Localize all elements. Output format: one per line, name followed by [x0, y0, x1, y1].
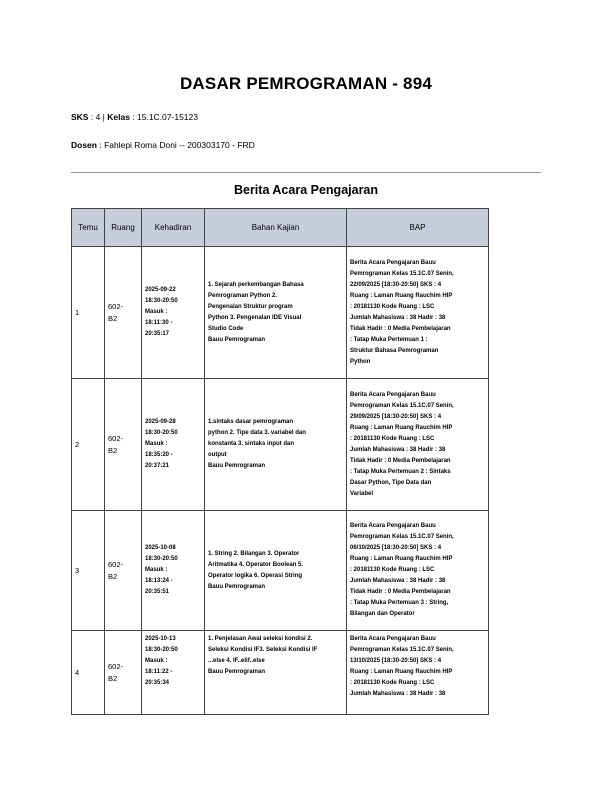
cell-bahan-kajian-line: 1. String 2. Bilangan 3. Operator — [208, 550, 300, 557]
cell-bap-line: Bilangan dan Operator — [350, 611, 415, 617]
kelas-value: : 15.1C.07-15123 — [129, 112, 198, 122]
cell-kehadiran-line: 2025-10-08 — [145, 545, 176, 551]
cell-bap-line: Berita Acara Pengajaran Bauu — [350, 636, 436, 642]
cell-bap-line: Tidak Hadir : 0 Media Pembelajaran — [350, 589, 451, 595]
cell-ruang-line: 602- — [108, 433, 124, 443]
cell-kehadiran — [142, 379, 205, 511]
cell-kehadiran-line: 20:37:21 — [145, 463, 170, 469]
cell-kehadiran — [142, 247, 205, 379]
header-kehadiran: Kehadiran — [142, 209, 205, 247]
cell-bap-line: Pemrograman Kelas 15.1C.07 Senin, — [350, 647, 454, 653]
cell-kehadiran-line: 18:30-20:50 — [145, 556, 178, 562]
cell-bap-line: Ruang : Laman Ruang Rauchim HIP — [350, 292, 453, 299]
cell-kehadiran-line: 2025-10-13 — [145, 636, 176, 642]
cell-ruang-line: B2 — [108, 673, 118, 683]
cell-bap-line: Jumlah Mahasiswa : 38 Hadir : 38 — [350, 691, 446, 697]
cell-bap-line: Variabel — [350, 490, 374, 497]
cell-bahan-kajian-line: 1.sintaks dasar pemrograman — [208, 419, 294, 425]
cell-bap-line: Pemrograman Kelas 15.1C.07 Senin, — [350, 534, 454, 540]
cell-bap-line: 22/09/2025 [18:30-20:50] SKS : 4 — [350, 281, 442, 288]
cell-ruang — [105, 379, 142, 511]
cell-temu: 1 — [72, 247, 105, 379]
cell-bap-line: : 20181130 Kode Ruang : LSC — [350, 567, 435, 573]
cell-ruang — [105, 511, 142, 631]
cell-bap-line: Python — [350, 358, 371, 365]
cell-ruang — [105, 247, 142, 379]
cell-kehadiran-line: 18:11:30 - — [145, 320, 173, 326]
header-bap: BAP — [347, 209, 489, 247]
cell-bahan-kajian-line: Aritmatika 4. Operator Boolean 5. — [208, 561, 304, 568]
table-row — [72, 511, 489, 631]
cell-bap-line: Tidak Hadir : 0 Media Pembelajaran — [350, 457, 451, 464]
cell-kehadiran-line: Masuk : — [145, 658, 168, 664]
cell-bahan-kajian-line: Bauu Pemrograman — [208, 336, 266, 343]
cell-ruang-line: 602- — [108, 559, 124, 569]
cell-ruang — [105, 631, 142, 715]
document-title: DASAR PEMROGRAMAN - 894 — [179, 74, 433, 93]
cell-bap-line: : 20181130 Kode Ruang : LSC — [350, 303, 435, 310]
cell-bahan-kajian — [205, 379, 347, 511]
cell-kehadiran-line: 18:30-20:50 — [145, 647, 178, 653]
cell-ruang-line: 602- — [108, 661, 124, 671]
header-bahan-kajian: Bahan Kajian — [205, 209, 347, 247]
table-body — [72, 247, 489, 715]
cell-bap-line: : Tatap Muka Pertemuan 3 : String, — [350, 600, 449, 606]
cell-bap-line: Struktur Bahasa Pemrograman — [350, 347, 439, 354]
cell-kehadiran-line: 20:35:51 — [145, 589, 170, 595]
cell-bap-line: Ruang : Laman Ruang Rauchim HIP — [350, 424, 453, 431]
cell-kehadiran-line: 18:11:22 - — [145, 669, 173, 675]
cell-bap-line: 06/10/2025 [18:30-20:50] SKS : 4 — [350, 545, 442, 551]
cell-kehadiran-line: Masuk : — [145, 567, 168, 573]
cell-bahan-kajian-line: Pengenalan Struktur program — [208, 303, 293, 310]
cell-bap-line: Berita Acara Pengajaran Bauu — [350, 523, 436, 529]
cell-bap-line: Jumlah Mahasiswa : 38 Hadir : 38 — [350, 578, 446, 584]
cell-kehadiran-line: 20:35:17 — [145, 331, 170, 337]
cell-kehadiran-line: 2025-09-28 — [145, 419, 176, 425]
cell-bap-line: 13/10/2025 [18:30-20:50] SKS : 4 — [350, 658, 442, 664]
cell-ruang-line: B2 — [108, 571, 118, 581]
cell-kehadiran-line: 2025-09-22 — [145, 287, 176, 293]
cell-kehadiran-line: 20:35:34 — [145, 680, 170, 686]
cell-bap-line: Berita Acara Pengajaran Bauu — [350, 391, 436, 398]
cell-bap-line: Berita Acara Pengajaran Bauu — [350, 259, 436, 266]
cell-bap — [347, 631, 489, 715]
cell-bap — [347, 511, 489, 631]
cell-temu: 3 — [72, 511, 105, 631]
cell-temu: 4 — [72, 631, 105, 715]
cell-bahan-kajian-line: 1. Penjelasan Awal seleksi kondisi 2. — [208, 636, 313, 642]
cell-bap — [347, 247, 489, 379]
cell-bahan-kajian-line: output — [208, 452, 227, 458]
table-row — [72, 379, 489, 511]
cell-bahan-kajian — [205, 631, 347, 715]
header-temu: Temu — [72, 209, 105, 247]
kelas-label: Kelas — [107, 112, 130, 122]
cell-temu: 2 — [72, 379, 105, 511]
cell-bahan-kajian-line: ...else 4. IF..elif..else — [208, 658, 265, 664]
cell-bahan-kajian-line: konstanta 3. sintaks input dan — [208, 441, 295, 447]
cell-kehadiran-line: 18:30-20:50 — [145, 430, 178, 436]
bap-table — [71, 208, 489, 715]
cell-bahan-kajian-line: Bauu Pemrograman — [208, 669, 266, 675]
cell-kehadiran — [142, 511, 205, 631]
cell-bahan-kajian-line: Operator logika 6. Operasi String — [208, 572, 303, 579]
table-row — [72, 631, 489, 715]
cell-bap-line: Dasar Python, Tipe Data dan — [350, 479, 432, 486]
cell-kehadiran-line: Masuk : — [145, 441, 168, 447]
cell-kehadiran-line: 18:30-20:50 — [145, 298, 178, 304]
lecturer-info-line — [71, 140, 255, 150]
cell-kehadiran — [142, 631, 205, 715]
cell-bap-line: Jumlah Mahasiswa : 38 Hadir : 38 — [350, 314, 446, 321]
cell-bap-line: Pemrograman Kelas 15.1C.07 Senin, — [350, 270, 454, 277]
cell-bahan-kajian — [205, 511, 347, 631]
cell-bahan-kajian-line: Bauu Pemrograman — [208, 583, 266, 590]
section-title: Berita Acara Pengajaran — [233, 183, 379, 197]
cell-bap-line: : Tatap Muka Pertemuan 1 : — [350, 336, 428, 343]
cell-bahan-kajian-line: python 2. Tipe data 3. variabel dan — [208, 430, 306, 436]
cell-kehadiran-line: 18:13:24 - — [145, 578, 173, 584]
cell-bahan-kajian-line: 1. Sejarah perkembangan Bahasa — [208, 281, 304, 288]
divider — [71, 172, 541, 173]
dosen-value: : Fahlepi Roma Doni -- 200303170 - FRD — [96, 140, 255, 150]
cell-bap — [347, 379, 489, 511]
table-row — [72, 247, 489, 379]
cell-ruang-line: B2 — [108, 445, 118, 455]
cell-bahan-kajian-line: Bauu Pemrograman — [208, 463, 266, 469]
header-ruang: Ruang — [105, 209, 142, 247]
cell-bap-line: Jumlah Mahasiswa : 38 Hadir : 38 — [350, 446, 446, 453]
cell-bahan-kajian-line: Python 3. Pengenalan IDE Visual — [208, 314, 302, 321]
cell-bap-line: Pemrograman Kelas 15.1C.07 Senin, — [350, 402, 454, 409]
cell-kehadiran-line: 18:35:20 - — [145, 452, 173, 458]
cell-bahan-kajian — [205, 247, 347, 379]
cell-bap-line: : 20181130 Kode Ruang : LSC — [350, 680, 435, 686]
cell-bahan-kajian-line: Seleksi Kondisi IF3. Seleksi Kondisi IF — [208, 647, 318, 653]
sks-label: SKS — [71, 112, 89, 122]
cell-ruang-line: B2 — [108, 313, 118, 323]
sks-value: : 4 | — [88, 112, 108, 122]
cell-bap-line: Tidak Hadir : 0 Media Pembelajaran — [350, 325, 451, 332]
cell-bap-line: : Tatap Muka Pertemuan 2 : Sintaks — [350, 468, 451, 475]
course-info-line — [71, 112, 198, 122]
cell-ruang-line: 602- — [108, 301, 124, 311]
table-header-row — [72, 209, 489, 247]
dosen-label: Dosen — [71, 140, 97, 150]
cell-bap-line: 29/09/2025 [18:30-20:50] SKS : 4 — [350, 413, 442, 420]
cell-bahan-kajian-line: Studio Code — [208, 325, 244, 332]
cell-bahan-kajian-line: Pemrograman Python 2. — [208, 292, 278, 299]
cell-bap-line: : 20181130 Kode Ruang : LSC — [350, 435, 435, 442]
cell-bap-line: Ruang : Laman Ruang Rauchim HIP — [350, 669, 453, 675]
cell-bap-line: Ruang : Laman Ruang Rauchim HIP — [350, 556, 453, 562]
cell-kehadiran-line: Masuk : — [145, 309, 168, 315]
